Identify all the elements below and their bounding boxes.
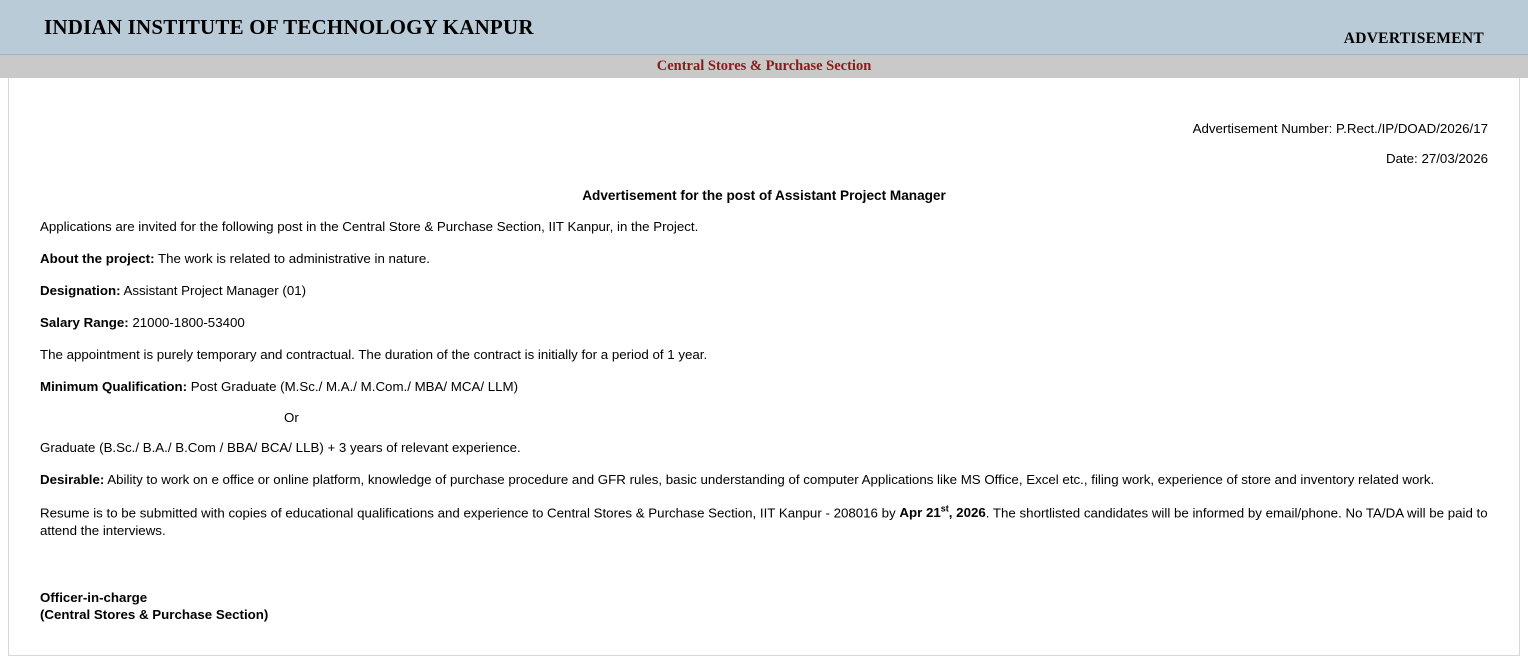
desirable-value: Ability to work on e office or online platform, knowledge of purchase procedure and GFR rules, basic understanding of computer Applications like MS Office, Excel etc., filing work, experience of store and inventory related work. (107, 471, 1435, 487)
qualification-label: Minimum Qualification: (40, 378, 188, 394)
qualification-paragraph (40, 378, 1488, 396)
deadline-day: Apr 21 (899, 505, 941, 521)
signature-section: (Central Stores & Purchase Section) (40, 606, 269, 622)
page-title: Advertisement for the post of Assistant Project Manager (582, 188, 946, 204)
appointment-paragraph: The appointment is purely temporary and contractual. The duration of the contract is initially for a period of 1 year. (40, 347, 708, 362)
intro-paragraph: Applications are invited for the following post in the Central Store & Purchase Section, IIT Kanpur, in the Project. (40, 219, 699, 235)
resume-text-after-deadline: . The shortlisted candidates will be informed by email/phone. No TA/DA will be paid to attend the interviews. (40, 505, 1488, 539)
designation-paragraph (40, 282, 1488, 300)
resume-text-before-deadline: Resume is to be submitted with copies of educational qualifications and experience to Central Stores & Purchase Section, IIT Kanpur - 208016 by (40, 505, 900, 521)
page-header-band (0, 0, 1528, 55)
section-name: Central Stores & Purchase Section (656, 58, 872, 74)
advertisement-date: Date: 27/03/2026 (1385, 150, 1488, 166)
about-project-paragraph (40, 250, 1488, 268)
desirable-paragraph (40, 471, 1488, 489)
desirable-label: Desirable: (40, 471, 105, 487)
resume-submission-paragraph (40, 503, 1488, 540)
deadline-year: , 2026 (948, 505, 986, 521)
section-band (0, 55, 1528, 78)
advertisement-heading: ADVERTISEMENT (1343, 30, 1484, 47)
advertisement-number: Advertisement Number: P.Rect./IP/DOAD/2026/17 (1192, 121, 1488, 136)
institute-name: INDIAN INSTITUTE OF TECHNOLOGY KANPUR (44, 14, 534, 39)
salary-value: 21000-1800-53400 (132, 315, 245, 331)
designation-value: Assistant Project Manager (01) (123, 283, 307, 299)
or-separator: Or (284, 409, 299, 425)
designation-label: Designation: (40, 283, 121, 299)
signature-designation: Officer-in-charge (40, 590, 148, 606)
deadline-ordinal-suffix: st (940, 503, 949, 514)
document-sheet (8, 78, 1520, 656)
signature-block (40, 590, 1488, 623)
qualification-alternative: Graduate (B.Sc./ B.A./ B.Com / BBA/ BCA/ LLB) + 3 years of relevant experience. (40, 439, 521, 455)
about-project-value: The work is related to administrative in nature. (157, 251, 430, 267)
deadline-date (899, 505, 985, 520)
qualification-value: Post Graduate (M.Sc./ M.A./ M.Com./ MBA/ MCA/ LLM) (190, 378, 519, 394)
document-meta (40, 122, 1488, 166)
salary-label: Salary Range: (40, 315, 129, 331)
about-project-label: About the project: (40, 251, 155, 267)
salary-paragraph (40, 314, 1488, 332)
